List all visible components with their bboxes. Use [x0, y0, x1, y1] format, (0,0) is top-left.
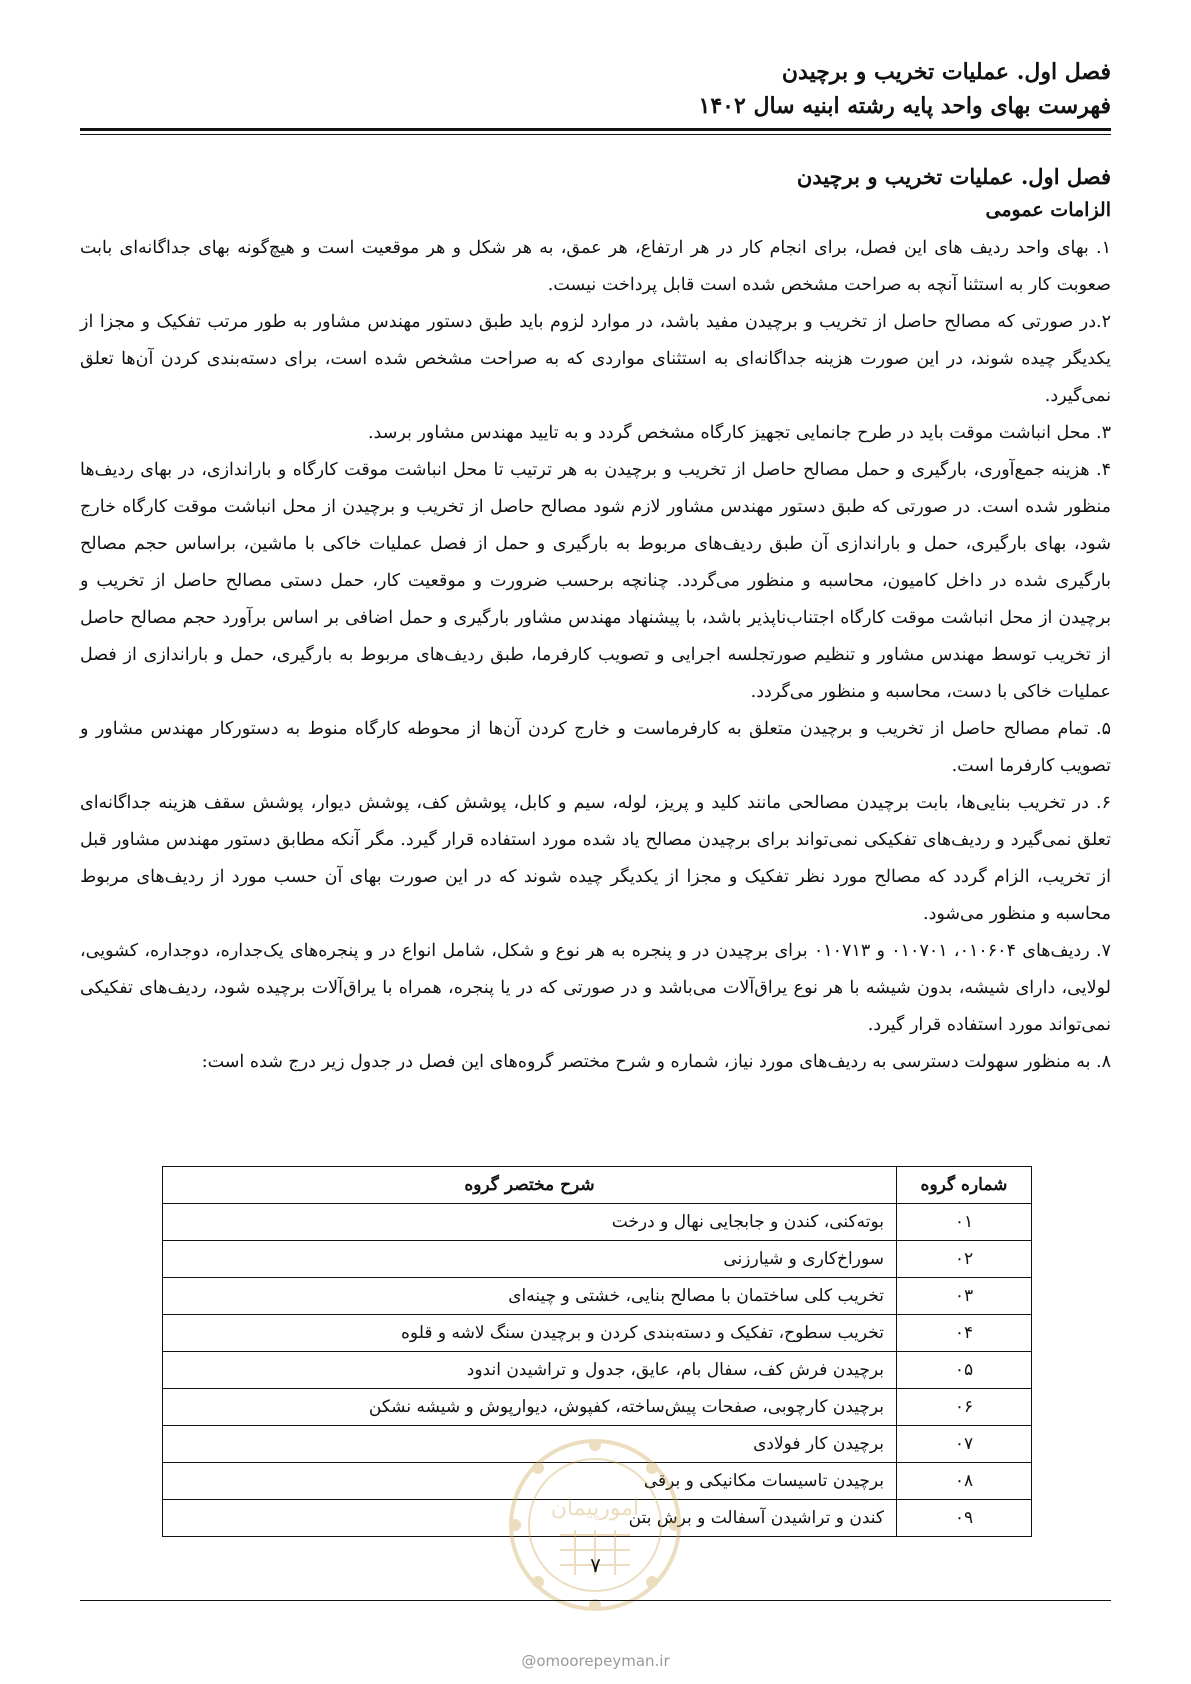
paragraph-8: ۸. به منظور سهولت دسترسی به ردیف‌های مورد نیاز، شماره و شرح مختصر گروه‌های این فصل در جدول زیر درج شده است: [201, 1052, 1111, 1072]
watermark-url: @omoorepeyman.ir [521, 1652, 670, 1670]
paragraph-2: ۲.در صورتی که مصالح حاصل از تخریب و برچیدن مفید باشد، در موارد لزوم باید طبق دستور مهندس مشاور به طور مرتب تفکیک و مجزا از یکدیگر چیده شوند، در این صورت هزینه جداگانه‌ای به استثنای مواردی که به صراحت مشخص شده است، برای دسته‌بندی کردن آن‌ها تعلق نمی‌گیرد. [80, 312, 1111, 406]
paragraph-4: ۴. هزینه جمع‌آوری، بارگیری و حمل مصالح حاصل از تخریب و برچیدن به هر ترتیب تا محل انباشت موقت کارگاه و باراندازی، در بهای ردیف‌ها منظور شده است. در صورتی که طبق دستور مهندس مشاور لازم شود مصالح حاصل از تخریب و برچیدن از محل انباشت موقت کارگاه خارج شود، بهای بارگیری، حمل و باراندازی آن طبق ردیف‌های مربوط به بارگیری و حمل از فصل عملیات خاکی با ماشین، براساس حجم مصالح بارگیری شده در داخل کامیون، محاسبه و منظور می‌گردد. چنانچه برحسب ضرورت و موقعیت کار، حمل دستی مصالح حاصل از تخریب و برچیدن از محل انباشت موقت کارگاه اجتناب‌ناپذیر باشد، با پیشنهاد مهندس مشاور بارگیری و حمل اضافی بر اساس برآورد حجم مصالح حاصل از تخریب توسط مهندس مشاور و تنظیم صورتجلسه اجرایی و تصویب کارفرما، طبق ردیف‌های مربوط به بارگیری، حمل و باراندازی از فصل عملیات خاکی با دست، محاسبه و منظور می‌گردد. [80, 460, 1111, 702]
group-description: سوراخ‌کاری و شیارزنی [163, 1241, 897, 1278]
paragraph-5: ۵. تمام مصالح حاصل از تخریب و برچیدن متعلق به کارفرماست و خارج کردن آن‌ها از محوطه کارگاه منوط به دستورکار مهندس مشاور و تصویب کارفرما است. [80, 719, 1111, 776]
paragraph-3: ۳. محل انباشت موقت باید در طرح جانمایی تجهیز کارگاه مشخص گردد و به تایید مهندس مشاور برسد. [367, 423, 1111, 443]
group-description: برچیدن کارچوبی، صفحات پیش‌ساخته، کفپوش، دیوارپوش و شیشه نشکن [163, 1389, 897, 1426]
header-document-title: فهرست بهای واحد پایه رشته ابنیه سال ۱۴۰۲ [698, 93, 1111, 119]
group-number: ۰۵ [897, 1352, 1032, 1389]
paragraph-6: ۶. در تخریب بنایی‌ها، بابت برچیدن مصالحی مانند کلید و پریز، لوله، سیم و کابل، پوشش کف، پوشش دیوار، پوشش سقف هزینه جداگانه‌ای تعلق نمی‌گیرد و ردیف‌های تفکیکی نمی‌تواند برای برچیدن مصالح یاد شده مورد استفاده قرار گیرد. مگر آنکه مطابق دستور مهندس مشاور قبل از تخریب، الزام گردد که مصالح مورد نظر تفکیک و مجزا از یکدیگر چیده شوند که در این صورت بهای آن حسب مورد از ردیف‌های مربوط محاسبه و منظور می‌شود. [80, 793, 1111, 924]
group-number: ۰۶ [897, 1389, 1032, 1426]
column-header-number: شماره گروه [897, 1167, 1032, 1204]
group-number: ۰۴ [897, 1315, 1032, 1352]
page-number: ۷ [590, 1553, 601, 1577]
group-description: بوته‌کنی، کندن و جابجایی نهال و درخت [163, 1204, 897, 1241]
group-description: تخریب کلی ساختمان با مصالح بنایی، خشتی و چینه‌ای [163, 1278, 897, 1315]
group-number: ۰۱ [897, 1204, 1032, 1241]
group-number: ۰۳ [897, 1278, 1032, 1315]
header-rule-thin [80, 134, 1111, 135]
group-description: برچیدن تاسیسات مکانیکی و برقی [163, 1463, 897, 1500]
group-number: ۰۷ [897, 1426, 1032, 1463]
table-row [163, 1389, 1032, 1426]
running-header [80, 55, 1111, 123]
group-description: برچیدن فرش کف، سفال بام، عایق، جدول و تراشیدن اندود [163, 1352, 897, 1389]
table-header-row [163, 1167, 1032, 1204]
table-row [163, 1352, 1032, 1389]
header-rule-thick [80, 128, 1111, 131]
group-description: کندن و تراشیدن آسفالت و برش بتن [163, 1500, 897, 1537]
header-chapter-title: فصل اول. عملیات تخریب و برچیدن [781, 59, 1111, 85]
footer-rule [80, 1600, 1111, 1601]
paragraph-7: ۷. ردیف‌های ۰۱۰۶۰۴، ۰۱۰۷۰۱ و ۰۱۰۷۱۳ برای برچیدن در و پنجره به هر نوع و شکل، شامل انواع در و پنجره‌های یک‌جداره، دوجداره، کشویی، لولایی، دارای شیشه، بدون شیشه با هر نوع یراق‌آلات می‌باشد و در صورتی که در یا پنجره، همراه با یراق‌آلات برچیده شود، ردیف‌های تفکیکی نمی‌تواند مورد استفاده قرار گیرد. [80, 941, 1111, 1035]
paragraph-1: ۱. بهای واحد ردیف های این فصل، برای انجام کار در هر ارتفاع، هر عمق، به هر شکل و هر موقعیت است و هیچ‌گونه بهای جداگانه‌ای بابت صعوبت کار به استثنا آنچه به صراحت مشخص شده است قابل پرداخت نیست. [80, 238, 1111, 295]
table-row [163, 1278, 1032, 1315]
main-content [80, 160, 1111, 1081]
svg-text:امورپیمان: امورپیمان [550, 1496, 640, 1521]
group-description: تخریب سطوح، تفکیک و دسته‌بندی کردن و برچیدن سنگ لاشه و قلوه [163, 1315, 897, 1352]
group-description: برچیدن کار فولادی [163, 1426, 897, 1463]
section-title: الزامات عمومی [985, 199, 1111, 221]
group-number: ۰۸ [897, 1463, 1032, 1500]
table-row [163, 1315, 1032, 1352]
column-header-description: شرح مختصر گروه [163, 1167, 897, 1204]
group-number: ۰۲ [897, 1241, 1032, 1278]
chapter-title: فصل اول. عملیات تخریب و برچیدن [796, 164, 1111, 189]
group-number: ۰۹ [897, 1500, 1032, 1537]
watermark-seal-icon [505, 1435, 685, 1615]
table-row [163, 1241, 1032, 1278]
table-row [163, 1204, 1032, 1241]
